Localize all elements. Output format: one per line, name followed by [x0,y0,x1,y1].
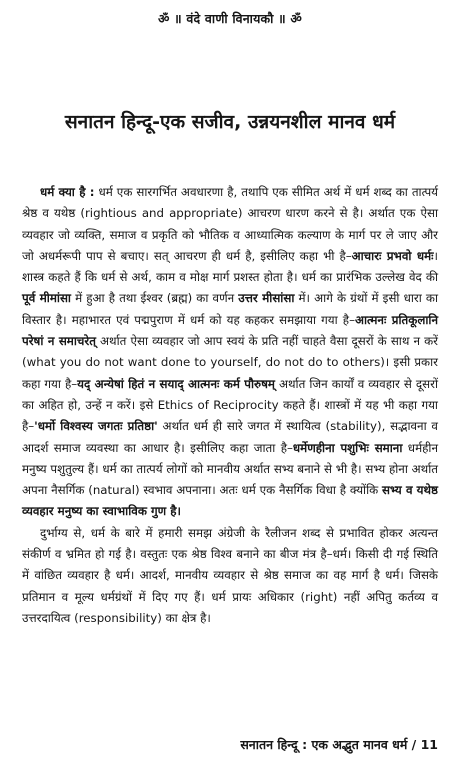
chapter-title: सनातन हिन्दू-एक सजीव, उन्नयनशील मानव धर्म [64,111,396,133]
text-run: में। आगे के ग्रंथों में इसी धारा का विस्तार है। महाभारत एवं पद्मपुराण में धर्म को यह कहकर समझाया गया है– [22,291,439,327]
text-run: धर्महीन मनुष्य पशुतुल्य हैं। धर्म का तात्पर्य लोगों को मानवीय अर्थात सभ्य बनाने से भी है। सभ्य होना अर्थात अपना नैसर्गिक (natural) स्वभाव अपनाना। अतः धर्म एक नैसर्गिक विधा है क्योंकि [22,440,438,498]
sanskrit-quote: यद् अन्येषां हितं न सयाद् आत्मनः कर्म पौरुषम् [77,376,275,391]
sanskrit-quote: आत्मनः प्रतिकूलानि परेषां न समाचरेत् [22,312,438,349]
paragraph-1 [22,182,438,523]
sanskrit-quote: 'धर्मो विश्वस्य जगतः प्रतिष्ठा' [34,419,158,434]
text-run: धर्म एक सारगर्भित अवधारणा है, तथापि एक सीमित अर्थ में धर्म शब्द का तात्पर्य श्रेष्ठ व यथेष्ठ (rightious and appropriate) आचरण धारण करने से है। अर्थात एक ऐसा व्यवहार जो व्यक्ति, समाज व प्रकृति को भौतिक व आध्यात्मिक कल्याण के मार्ग पर ले जाए और जो अधर्मरूपी पाप से बचाए। सत् आचरण ही धर्म है, इसीलिए कहा भी है– [22,185,438,263]
page-header-invocation: ॐ ॥ वंदे वाणी विनायकौ ॥ ॐ [158,11,302,26]
section-heading: धर्म क्या है : [40,185,95,199]
text-run: में हुआ है तथा ईश्वर (ब्रह्म) का वर्णन [70,291,239,306]
text-run: अर्थात धर्म ही सारे जगत में स्थायित्व (stability), सद्भावना व आदर्श समाज व्यवस्था का आधार है। इसीलिए कहा जाता है– [22,419,438,455]
chapter-body [22,182,438,629]
paragraph-2 [22,523,438,629]
text-run: दुर्भाग्य से, धर्म के बारे में हमारी समझ अंग्रेजी के रैलीजन शब्द से प्रभावित होकर अत्यन्त संकीर्ण व भ्रमित हो गई है। वस्तुतः एक श्रेष्ठ विश्व बनाने का बीज मंत्र है–धर्म। किसी दी गई स्थिति में वांछित व्यवहार है धर्म। आदर्श, मानवीय व्यवहार से श्रेष्ठ समाज का वह मार्ग है धर्म। जिसके प्रतिमान व मूल्य धर्मग्रंथों में दिए गए हैं। धर्म प्रायः अधिकार (right) नहीं अपितु कर्तव्य व उत्तरदायित्व (responsibility) का क्षेत्र है। [22,525,438,625]
sanskrit-quote: धर्मेणहीना पशुभिः समाना [292,440,403,455]
emphasis-conclusion: सभ्य व यथेष्ठ व्यवहार मनुष्य का स्वाभाविक गुण है। [22,483,439,519]
emphasis-term: पूर्व मीमांसा [22,291,71,306]
emphasis-term: उत्तर मीसांसा [238,291,295,306]
text-run: अर्थात जिन कार्यों व व्यवहार से दूसरों का अहित हो, उन्हें न करें। इसे Ethics of Reciprocity कहते हैं। शास्त्रों में यह भी कहा गया है– [22,376,439,434]
sanskrit-quote: आचारः प्रभवो धर्मः [351,248,434,263]
text-run: अर्थात ऐसा व्यवहार जो आप स्वयं के प्रति नहीं चाहते वैसा दूसरों के साथ न करें (what you do not want done to yourself, do not do to others)। इसी प्रकार कहा गया है– [22,334,438,391]
text-run: । शास्त्र कहते हैं कि धर्म से अर्थ, काम व मोक्ष मार्ग प्रशस्त होता है। धर्म का प्रारंभिक उल्लेख वेद की [22,248,438,285]
page-footer: सनातन हिन्दू : एक अद्भुत मानव धर्म / 11 [240,737,438,752]
